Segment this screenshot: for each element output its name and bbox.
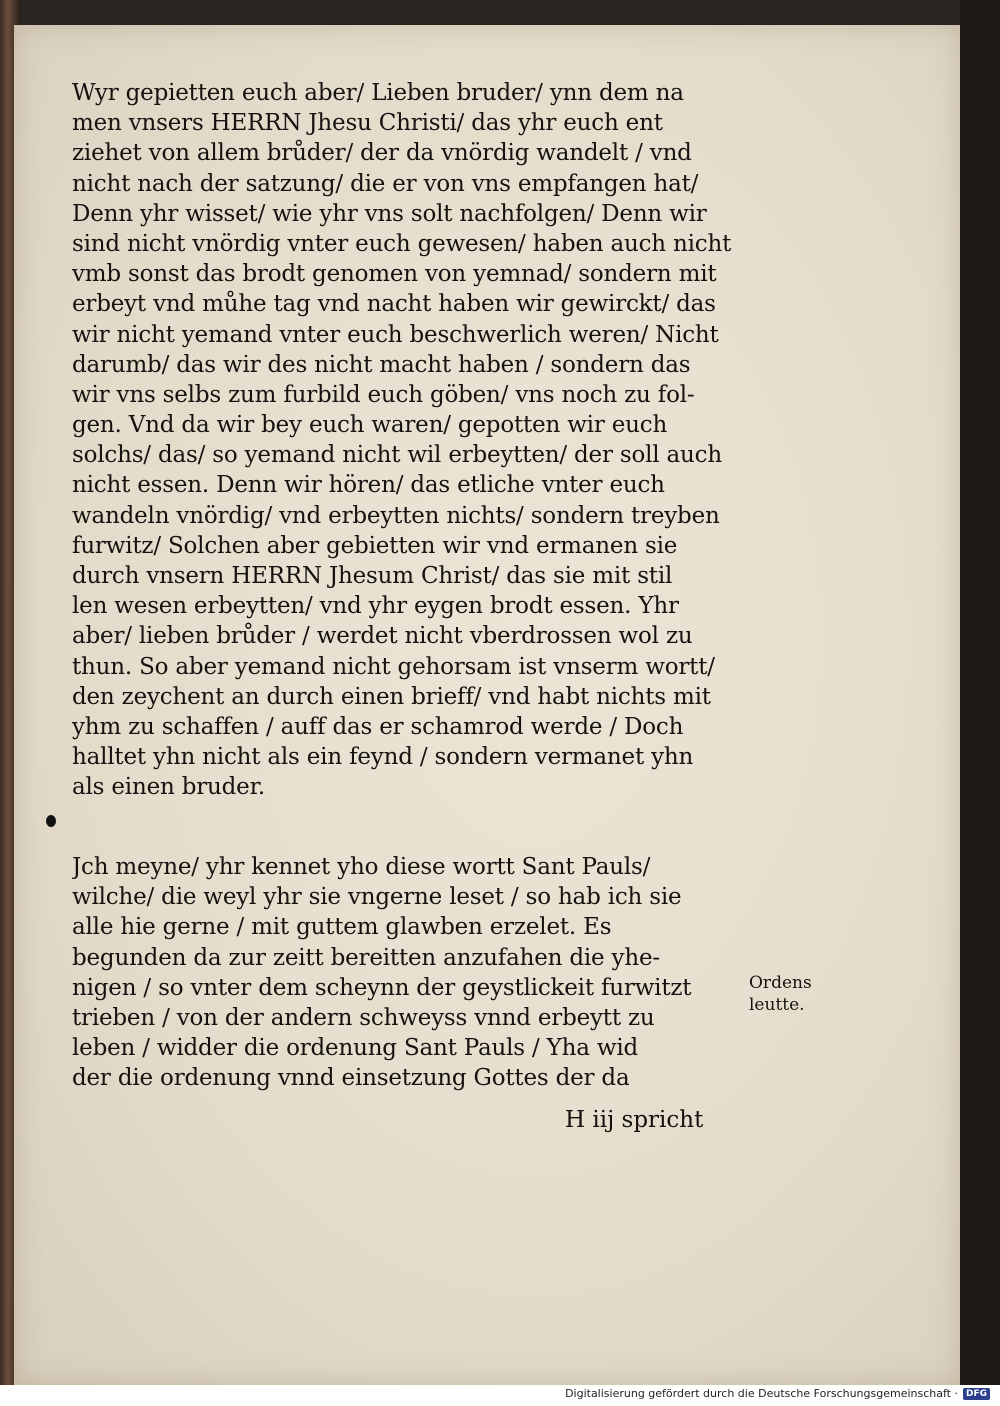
- text-line: alle hie gerne / mit guttem glawben erzelet. Es: [72, 914, 612, 941]
- text-line: nigen / so vnter dem scheynn der geystlickeit furwitzt: [72, 974, 692, 1001]
- text-line: aber/ lieben brůder / werdet nicht vberdrossen wol zu: [72, 623, 693, 650]
- text-line: thun. So aber yemand nicht gehorsam ist vnserm wortt/: [72, 653, 715, 680]
- marginal-note-line: leutte.: [749, 995, 805, 1015]
- text-line: darumb/ das wir des nicht macht haben / sondern das: [72, 351, 691, 378]
- text-line: men vnsers HERRN Jhesu Christi/ das yhr euch ent: [72, 110, 663, 137]
- text-line: Jch meyne/ yhr kennet yho diese wortt Sant Pauls/: [72, 854, 651, 880]
- scan-background-right: [960, 0, 1000, 1385]
- text-line: durch vnsern HERRN Jhesum Christ/ das sie mit stil: [72, 563, 673, 589]
- text-line: wir vns selbs zum furbild euch göben/ vns noch zu fol-: [72, 381, 695, 408]
- footer-credit: [565, 1387, 990, 1400]
- text-line: halltet yhn nicht als ein feynd / sondern vermanet yhn: [72, 744, 694, 771]
- text-line: sind nicht vnördig vnter euch gewesen/ haben auch nicht: [72, 230, 732, 257]
- paragraph-1: [72, 78, 772, 803]
- text-line: nicht essen. Denn wir hören/ das etliche vnter euch: [72, 472, 665, 499]
- text-line: wilche/ die weyl yhr sie vngerne leset / so hab ich sie: [72, 884, 682, 911]
- paragraph-2: [72, 852, 772, 1094]
- text-line: der die ordenung vnnd einsetzung Gottes der da: [72, 1065, 630, 1092]
- marginal-note-line: Ordens: [749, 973, 812, 993]
- text-line: gen. Vnd da wir bey euch waren/ gepotten wir euch: [72, 412, 668, 439]
- text-line: leben / widder die ordenung Sant Pauls / Yha wid: [72, 1035, 639, 1062]
- dfg-logo-icon: DFG: [963, 1388, 990, 1400]
- text-line: wir nicht yemand vnter euch beschwerlich weren/ Nicht: [72, 321, 719, 348]
- text-line: begunden da zur zeitt bereitten anzufahen die yhe-: [72, 944, 660, 971]
- text-line: vmb sonst das brodt genomen von yemnad/ sondern mit: [72, 261, 717, 288]
- text-line: wandeln vnördig/ vnd erbeytten nichts/ sondern treyben: [72, 502, 720, 529]
- footer-credit-text: Digitalisierung gefördert durch die Deutsche Forschungsgemeinschaft ·: [565, 1387, 958, 1400]
- text-line: len wesen erbeytten/ vnd yhr eygen brodt essen. Yhr: [72, 593, 679, 620]
- text-line: als einen bruder.: [72, 774, 265, 801]
- text-line: furwitz/ Solchen aber gebietten wir vnd ermanen sie: [72, 532, 678, 559]
- marginal-note: [749, 972, 812, 1016]
- text-line: erbeyt vnd můhe tag vnd nacht haben wir gewirckt/ das: [72, 291, 716, 318]
- text-line: ziehet von allem brůder/ der da vnördig wandelt / vnd: [72, 140, 692, 167]
- text-line: solchs/ das/ so yemand nicht wil erbeytten/ der soll auch: [72, 442, 722, 469]
- ink-blot-mark: [46, 815, 56, 827]
- footer-bar: [0, 1385, 1000, 1406]
- text-line: den zeychent an durch einen brieff/ vnd habt nichts mit: [72, 683, 711, 710]
- text-line: nicht nach der satzung/ die er von vns empfangen hat/: [72, 170, 699, 197]
- catchword-signature: H iij spricht: [565, 1107, 704, 1133]
- text-line: Wyr gepietten euch aber/ Lieben bruder/ ynn dem na: [72, 80, 684, 106]
- text-line: yhm zu schaffen / auff das er schamrod werde / Doch: [72, 713, 684, 740]
- text-line: Denn yhr wisset/ wie yhr vns solt nachfolgen/ Denn wir: [72, 200, 707, 227]
- text-line: trieben / von der andern schweyss vnnd erbeytt zu: [72, 1004, 655, 1031]
